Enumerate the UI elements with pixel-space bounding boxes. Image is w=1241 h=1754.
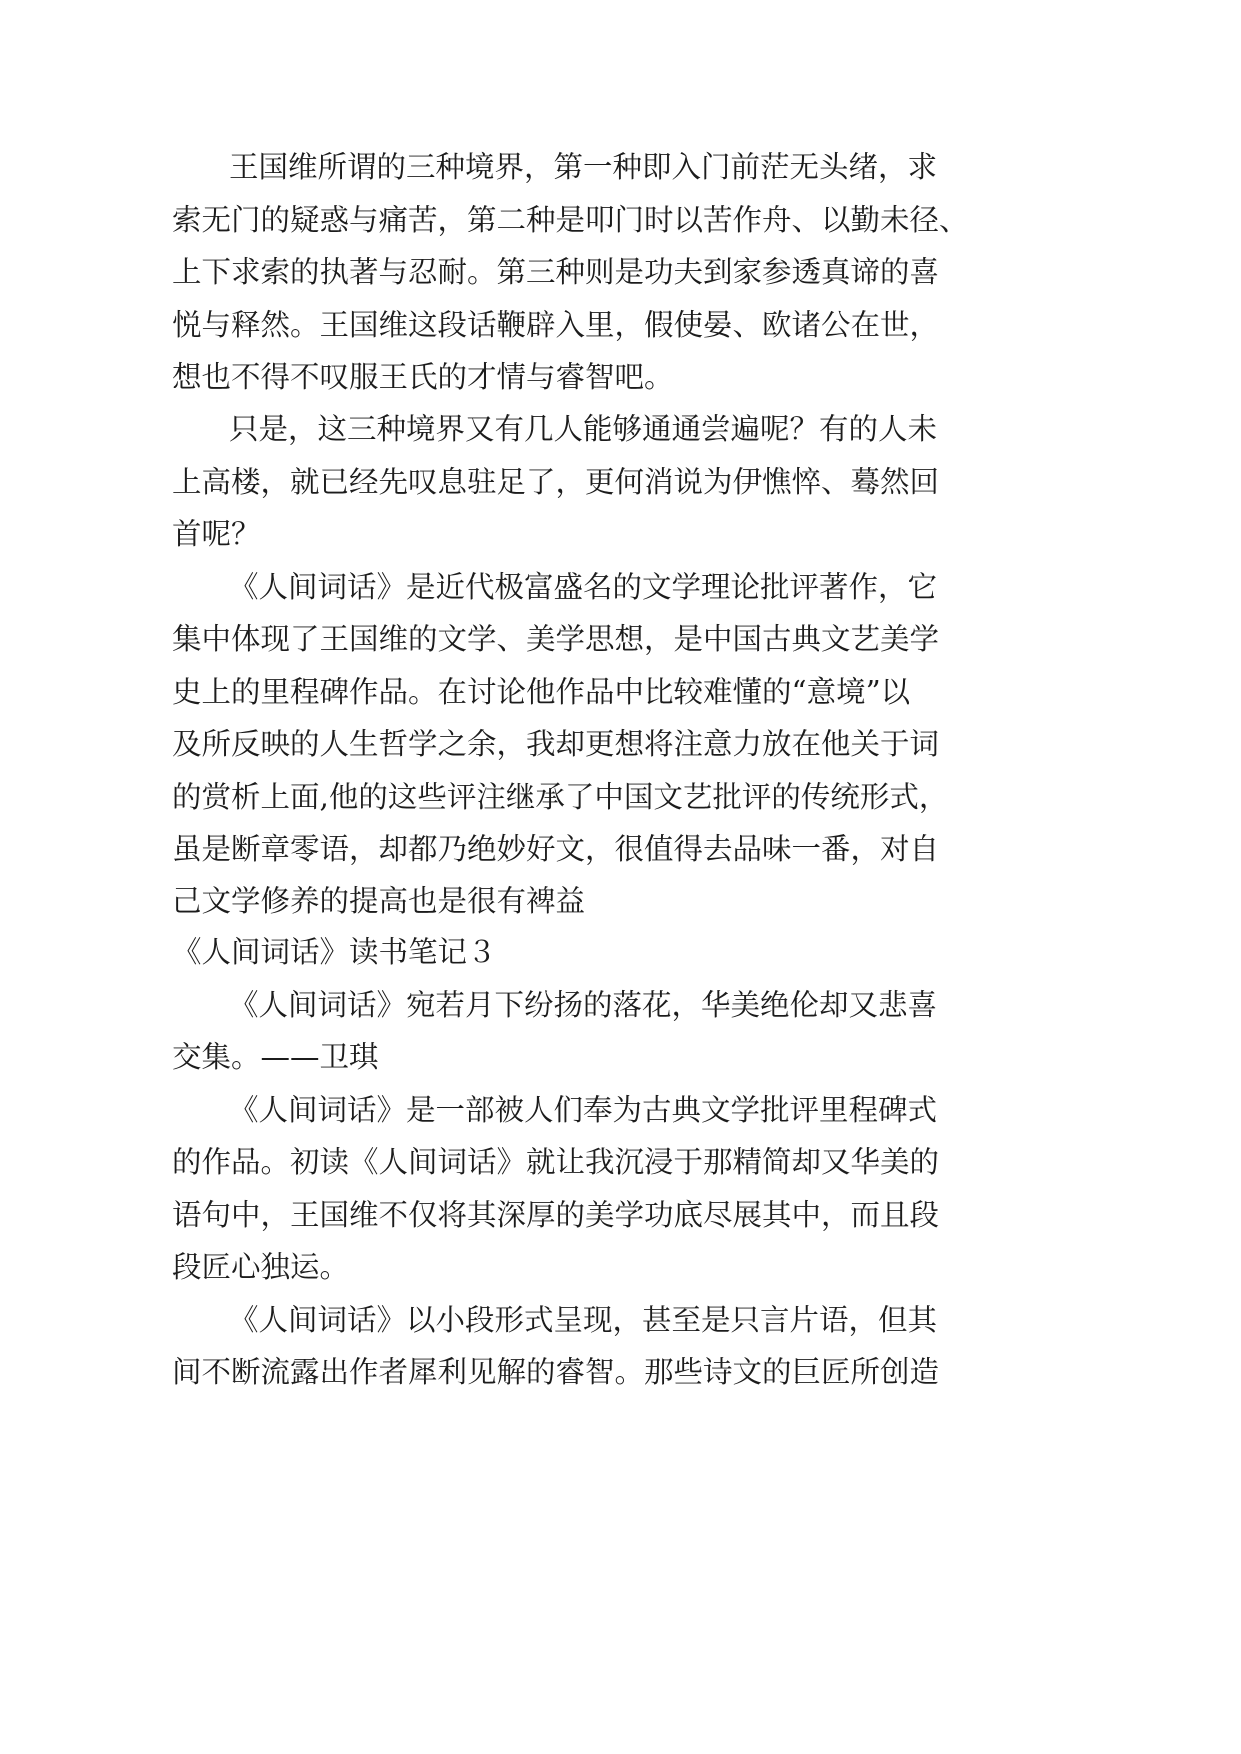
text-line: 语句中，王国维不仅将其深厚的美学功底尽展其中，而且段 (172, 1198, 940, 1232)
text-line: 的作品。初读《人间词话》就让我沉浸于那精简却又华美的 (172, 1145, 940, 1179)
text-line: 《人间词话》以小段形式呈现，甚至是只言片语，但其 (229, 1303, 938, 1337)
text-line: 集中体现了王国维的文学、美学思想，是中国古典文艺美学 (172, 622, 940, 656)
text-line: 想也不得不叹服王氏的才情与睿智吧。 (172, 360, 674, 394)
text-line: 《人间词话》宛若月下纷扬的落花，华美绝伦却又悲喜 (229, 988, 938, 1022)
text-line: 史上的里程碑作品。在讨论他作品中比较难懂的“意境”以 (172, 675, 911, 709)
text-line: 王国维所谓的三种境界，第一种即入门前茫无头绪，求 (229, 150, 938, 184)
text-line: 《人间词话》是一部被人们奉为古典文学批评里程碑式 (229, 1093, 938, 1127)
text-line: 《人间词话》是近代极富盛名的文学理论批评著作，它 (229, 570, 938, 604)
text-line: 虽是断章零语，却都乃绝妙好文，很值得去品味一番，对自 (172, 832, 940, 866)
text-line: 交集。——卫琪 (172, 1040, 379, 1074)
text-line: 悦与释然。王国维这段话鞭辟入里，假使晏、欧诸公在世， (172, 308, 940, 342)
text-line: 及所反映的人生哲学之余，我却更想将注意力放在他关于词 (172, 727, 940, 761)
text-line: 上下求索的执著与忍耐。第三种则是功夫到家参透真谛的喜 (172, 255, 940, 289)
text-line: 只是，这三种境界又有几人能够通通尝遍呢？有的人未 (229, 412, 938, 446)
text-line: 间不断流露出作者犀利见解的睿智。那些诗文的巨匠所创造 (172, 1355, 940, 1389)
text-line: 的赏析上面,他的这些评注继承了中国文艺批评的传统形式， (172, 780, 949, 814)
text-line: 索无门的疑惑与痛苦，第二种是叩门时以苦作舟、以勤未径、 (172, 203, 969, 237)
text-line: 段匠心独运。 (172, 1250, 350, 1284)
text-line: 己文学修养的提高也是很有裨益 (172, 884, 586, 918)
text-line: 首呢？ (172, 517, 261, 551)
text-line: 上高楼，就已经先叹息驻足了，更何消说为伊憔悴、蓦然回 (172, 465, 940, 499)
heading-text: 《人间词话》读书笔记３ (172, 935, 497, 969)
